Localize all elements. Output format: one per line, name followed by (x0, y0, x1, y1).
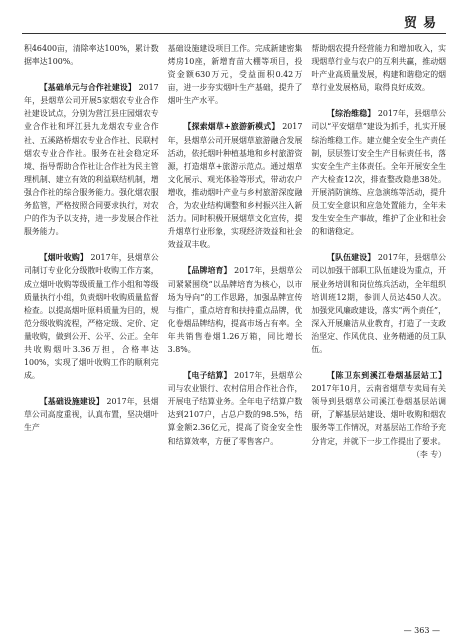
section-body: 2017年，县烟草公司以加强干部职工队伍建设为重点，开展业务培训和岗位练兵活动，全年组织培训班12期，参训人员达450人次。加强党风廉政建设，落实“两个责任”，深入开展廉洁从业教育，打造了一支政治坚定、作风优良、业务精通的员工队伍。 (311, 253, 447, 354)
section-heading: 【综治维稳】 (327, 109, 376, 119)
section-paragraph (311, 107, 446, 238)
section-heading: 【队伍建设】 (327, 253, 376, 263)
page-number: — 363 — (403, 626, 440, 635)
paragraph-gap (168, 251, 303, 264)
body-paragraph: 积46400亩，清除率达100%，累计数据率达100%。 (24, 44, 159, 67)
section-heading: 【基础设施建设】 (39, 397, 104, 407)
section-body: 2017年，县烟草公司与农业银行、农村信用合作社合作，开展电子结算业务。全年电子结算户数达到2107户，占总户数的98.5%，结算金额2.36亿元，提高了资金安全性和结算效率，方便了零售客户。 (167, 371, 303, 446)
text-column-2 (168, 42, 303, 612)
paragraph-gap (168, 107, 303, 120)
body-paragraph: 帮助烟农提升经营能力和增加收入，实现烟草行业与农户的互利共赢，推动烟叶产业高质量发展，构建和谐稳定的烟草行业发展格局，取得良好成效。 (311, 44, 447, 93)
paragraph-gap (168, 356, 303, 369)
section-heading: 【探索烟草+旅游新模式】 (183, 122, 280, 132)
paragraph-gap (24, 238, 159, 251)
section-paragraph (311, 369, 446, 448)
section-body: 2017年10月，云南省烟草专卖局有关领导到县烟草公司溪江卷烟基层站调研，了解基层站建设、烟叶收购和烟农服务等工作情况，对基层站工作给予充分肯定，并就下一步工作提出了要求。 (311, 384, 447, 446)
section-title: 贸易 (403, 16, 442, 31)
section-body: 2017年，县烟草公司以“平安烟草”建设为抓手，扎实开展综治维稳工作。建立健全安全生产责任制，层层签订安全生产目标责任书，落实安全生产主体责任。全年开展安全生产大检查12次，排查整改隐患38处。开展消防演练、应急演练等活动，提升员工安全意识和应急处置能力，全年未发生安全生产事故，维护了企业和社会的和谐稳定。 (311, 109, 447, 237)
section-paragraph (24, 81, 159, 238)
section-heading: 【基础单元与合作社建设】 (39, 83, 136, 93)
section-body: 2017年，县烟草公司高度重视，认真布置，坚决烟叶生产 (24, 397, 159, 433)
section-paragraph (24, 251, 159, 382)
article-columns (24, 42, 446, 612)
text-column-1 (24, 42, 159, 612)
section-paragraph (168, 264, 303, 356)
section-paragraph (24, 395, 159, 434)
section-heading: 【陈卫东到溪江卷烟基层站工】 (327, 371, 447, 381)
section-body: 2017年，县烟草公司开展5家烟农专业合作社建设试点，分别为营江县庄园烟农专业合作社和坪江县九龙烟农专业合作社、五溪路桥烟农专业合作社、民联村烟农专业合作社。服务在社会稳定环境、指导帮助合作社让合作社为民主管理机制、建立有效的利益联结机制，增强合作社的综合服务能力。强化烟农服务监管，严格按照合同要求执行，对农户的作为予以支持，进一步发展合作社服务能力。 (24, 83, 159, 237)
paragraph-gap (311, 94, 446, 107)
paragraph-gap (311, 356, 446, 369)
section-body: 2017年，县烟草公司紧紧围绕“以品牌培育为核心，以市场为导向”的工作思路，加强品牌宣传与推广，重点培育和扶持重点品牌，优化卷烟品牌结构，提高市场占有率。全年共销售卷烟1.26万箱，同比增长3.8%。 (167, 266, 303, 354)
page-header (0, 0, 468, 34)
paragraph-gap (24, 382, 159, 395)
section-heading: 【电子结算】 (183, 371, 232, 381)
paragraph-gap (24, 68, 159, 81)
text-column-3 (311, 42, 446, 612)
paragraph-gap (311, 238, 446, 251)
section-paragraph (311, 251, 446, 356)
author-signature: （李 专） (411, 449, 447, 459)
section-body: 2017年，县烟草公司开展烟草旅游融合发展活动，依托烟叶种植基地和乡村旅游资源，打造烟草+旅游示范点。通过烟草文化展示、观光体验等形式，带动农户增收，推动烟叶产业与乡村旅游深度融合，为农业结构调整和乡村振兴注入新活力。同时积极开展烟草文化宣传，提升烟草行业形象，实现经济效益和社会效益双丰收。 (167, 122, 303, 250)
header-rule (22, 33, 446, 34)
body-paragraph: 基础设施建设项目工作。完成新建密集烤房10座，新增育苗大棚等项目，投资金额630万元，受益面积0.42万亩，进一步夯实烟叶生产基础，提升了烟叶生产水平。 (167, 44, 303, 106)
section-body: 2017年，县烟草公司制订专业化分级散叶收购工作方案，成立烟叶收购等级质量工作小组和等级质量执行小组，负责烟叶收购质量监督检查。以提高烟叶原料质量为目的，规范分级收购流程，严格定级、定价、定量收购，做到公开、公平、公正。全年共收购烟叶3.36万担，合格率达100%，实现了烟叶收购工作的顺利完成。 (24, 253, 159, 381)
section-paragraph (168, 120, 303, 251)
section-heading: 【品牌培育】 (183, 266, 232, 276)
section-paragraph (168, 369, 303, 448)
section-heading: 【烟叶收购】 (39, 253, 88, 263)
